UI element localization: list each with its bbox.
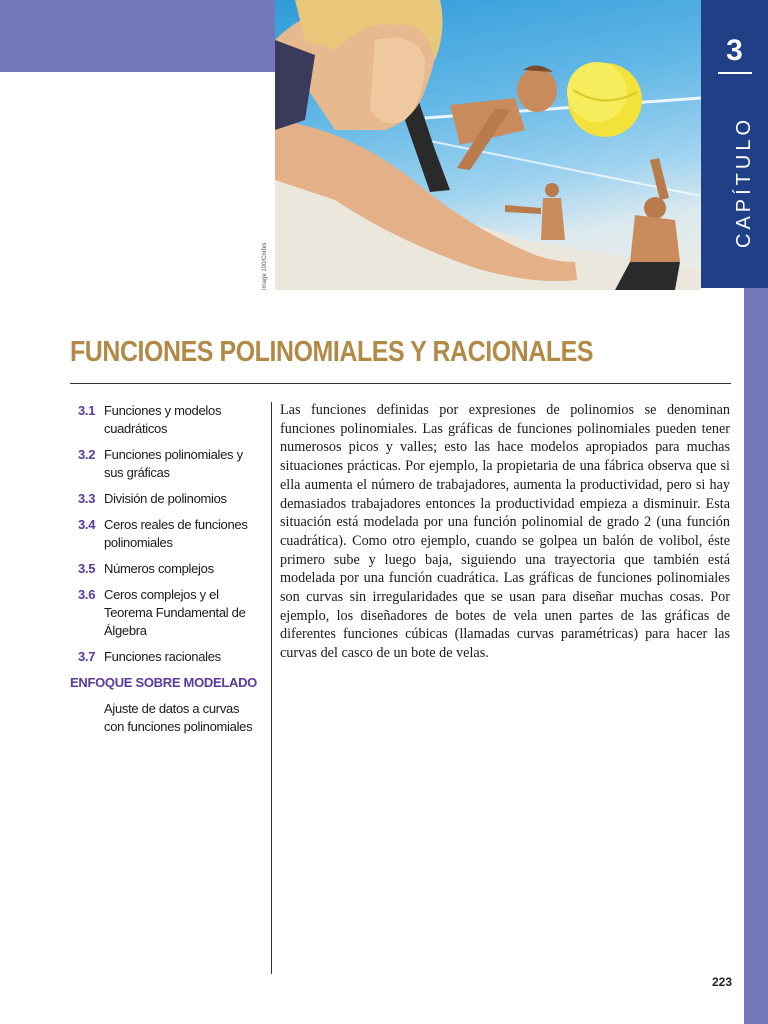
chapter-title: FUNCIONES POLINOMIALES Y RACIONALES [70, 336, 594, 368]
photo-credit: Image 100/Corbis [262, 242, 268, 290]
toc-item-3-4[interactable] [70, 516, 260, 552]
toc-item-label: Funciones polinomiales y sus gráficas [104, 447, 243, 480]
column-divider [271, 402, 272, 974]
toc-item-label: Ceros reales de funciones polinomiales [104, 517, 248, 550]
toc-item-3-1[interactable] [70, 402, 260, 438]
toc-item-label: División de polinomios [104, 491, 227, 506]
chapter-number: 3 [726, 34, 743, 67]
toc-item-label: Funciones racionales [104, 649, 221, 664]
title-divider [70, 383, 731, 384]
side-color-band [744, 288, 768, 1024]
chapter-tab [701, 0, 768, 288]
toc-item-number: 3.2 [78, 447, 96, 462]
toc-item-3-6[interactable] [70, 586, 260, 640]
chapter-contents [70, 402, 260, 736]
toc-item-number: 3.6 [78, 587, 96, 602]
toc-item-3-2[interactable] [70, 446, 260, 482]
toc-item-label: Funciones y modelos cuadráticos [104, 403, 222, 436]
intro-paragraph: Las funciones definidas por expresiones de polinomios se denominan funciones polinomiales. Las gráficas de funciones polinomiales pueden tener numerosos picos y valles; esto las hace modelos apropiados para muchas situaciones prácticas. Por ejemplo, la propietaria de una fábrica observa que si ella aumenta el número de trabajadores, aumenta la productividad, pero si hay demasiados trabajadores entonces la productividad empieza a disminuir. Esta situación está modelada por una función polinomial de grado 2 (una función cuadrática). Como otro ejemplo, cuando se golpea un balón de volibol, éste primero sube y luego baja, siguiendo una trayectoria que también está modelada por una función cuadrática. Las gráficas de funciones polinomiales son curvas sin irregularidades que se usan para diseñar muchas cosas. Por ejemplo, los diseñadores de botes de vela unen partes de las gráficas de diferentes funciones cúbicas (llamadas curvas paramétricas) para hacer las curvas del casco de un bote de velas. [280, 402, 730, 662]
toc-item-number: 3.1 [78, 403, 96, 418]
toc-item-label: Ceros complejos y el Teorema Fundamental de Álgebra [104, 587, 246, 638]
page-number: 223 [711, 975, 732, 989]
toc-item-number: 3.3 [78, 491, 96, 506]
top-color-band [0, 0, 275, 72]
focus-heading[interactable]: ENFOQUE SOBRE MODELADO [70, 675, 257, 690]
chapter-label: CAPÍTULO [733, 115, 755, 248]
toc-item-3-7[interactable] [70, 648, 260, 666]
chapter-opener-photo [275, 0, 701, 290]
chapter-divider [718, 72, 752, 74]
toc-item-number: 3.5 [78, 561, 96, 576]
toc-item-3-3[interactable] [70, 490, 260, 508]
toc-item-3-5[interactable] [70, 560, 260, 578]
focus-item[interactable]: Ajuste de datos a curvas con funciones polinomiales [104, 701, 253, 734]
toc-item-number: 3.4 [78, 517, 96, 532]
toc-item-number: 3.7 [78, 649, 96, 664]
toc-item-label: Números complejos [104, 561, 214, 576]
